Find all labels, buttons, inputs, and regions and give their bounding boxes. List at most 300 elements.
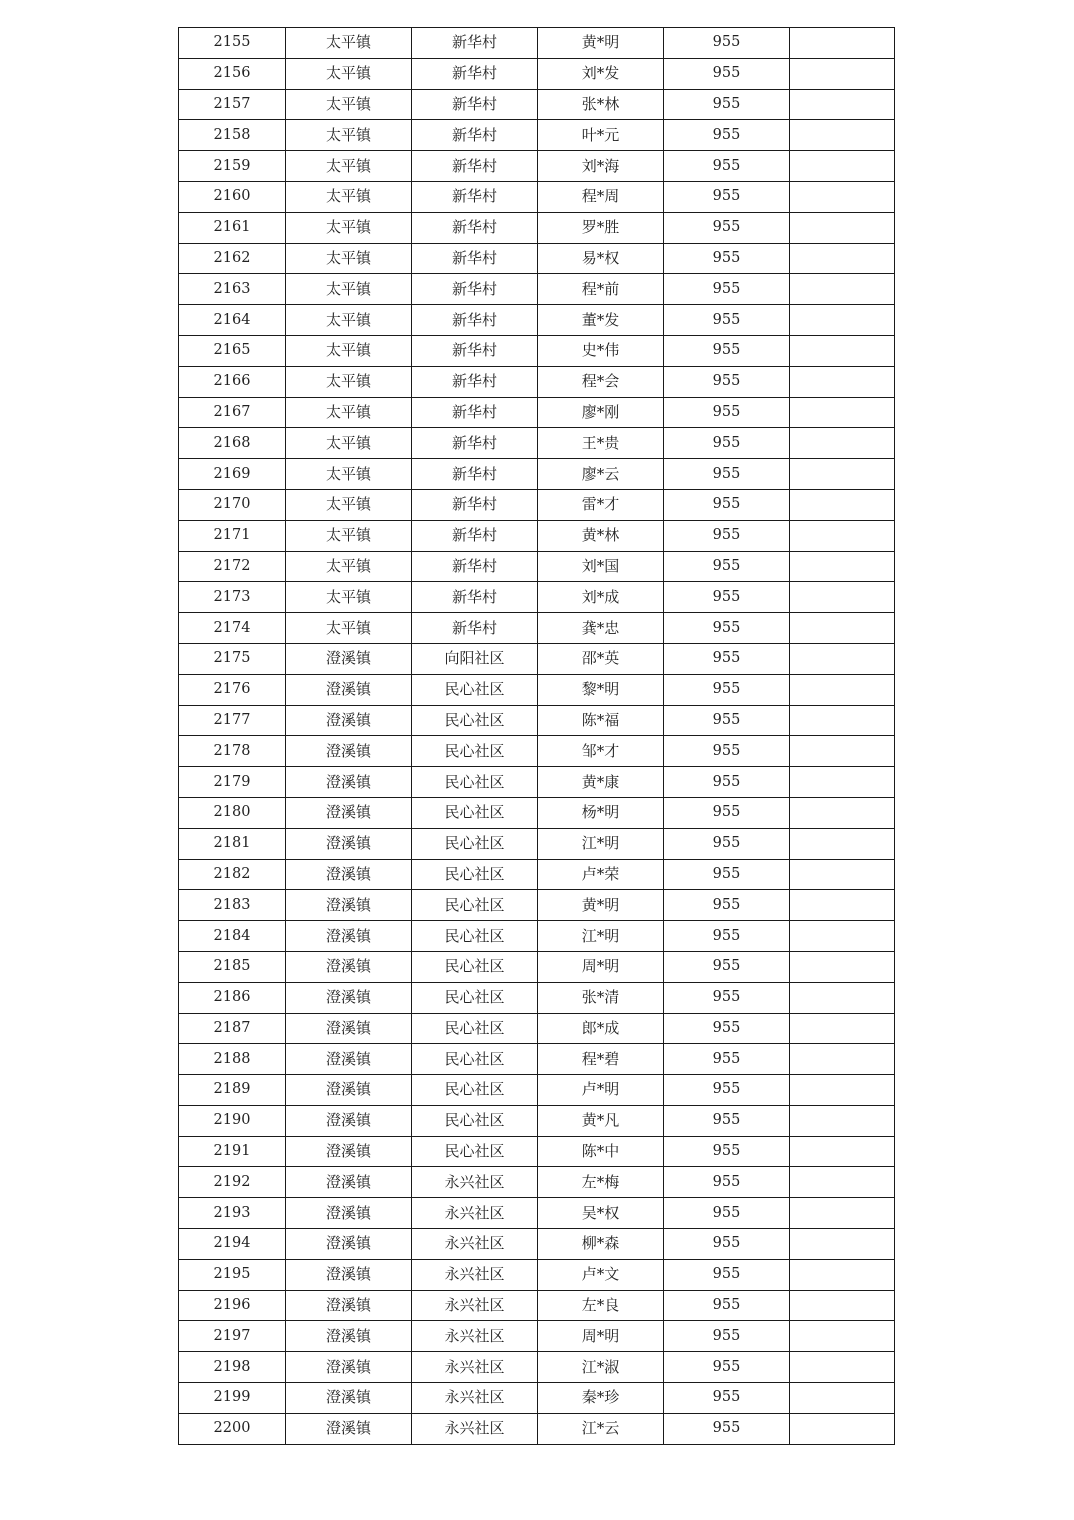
note-cell (790, 181, 895, 212)
table-row (179, 859, 895, 890)
town-cell: 太平镇 (286, 428, 412, 459)
name-cell: 左*良 (538, 1290, 664, 1321)
name-cell: 黄*康 (538, 767, 664, 798)
note-cell (790, 1290, 895, 1321)
village-cell: 民心社区 (412, 1044, 538, 1075)
table-row (179, 951, 895, 982)
table-row (179, 212, 895, 243)
note-cell (790, 1044, 895, 1075)
town-cell: 太平镇 (286, 243, 412, 274)
village-cell: 新华村 (412, 28, 538, 59)
table-row (179, 366, 895, 397)
table-row (179, 89, 895, 120)
note-cell (790, 767, 895, 798)
name-cell: 吴*权 (538, 1198, 664, 1229)
town-cell: 澄溪镇 (286, 797, 412, 828)
table-row (179, 1198, 895, 1229)
amount-cell: 955 (664, 890, 790, 921)
table-row (179, 151, 895, 182)
amount-cell: 955 (664, 705, 790, 736)
note-cell (790, 243, 895, 274)
serial-number-cell: 2173 (179, 582, 286, 613)
name-cell: 黎*明 (538, 674, 664, 705)
serial-number-cell: 2160 (179, 181, 286, 212)
note-cell (790, 1413, 895, 1444)
amount-cell: 955 (664, 120, 790, 151)
serial-number-cell: 2193 (179, 1198, 286, 1229)
amount-cell: 955 (664, 1167, 790, 1198)
note-cell (790, 397, 895, 428)
town-cell: 太平镇 (286, 366, 412, 397)
village-cell: 新华村 (412, 489, 538, 520)
village-cell: 新华村 (412, 428, 538, 459)
village-cell: 新华村 (412, 151, 538, 182)
village-cell: 民心社区 (412, 921, 538, 952)
village-cell: 民心社区 (412, 1136, 538, 1167)
town-cell: 太平镇 (286, 582, 412, 613)
name-cell: 程*前 (538, 274, 664, 305)
table-row (179, 1352, 895, 1383)
village-cell: 新华村 (412, 58, 538, 89)
village-cell: 民心社区 (412, 767, 538, 798)
name-cell: 邹*才 (538, 736, 664, 767)
name-cell: 左*梅 (538, 1167, 664, 1198)
amount-cell: 955 (664, 1259, 790, 1290)
note-cell (790, 212, 895, 243)
village-cell: 永兴社区 (412, 1352, 538, 1383)
town-cell: 澄溪镇 (286, 1259, 412, 1290)
note-cell (790, 582, 895, 613)
name-cell: 叶*元 (538, 120, 664, 151)
village-cell: 新华村 (412, 520, 538, 551)
town-cell: 澄溪镇 (286, 1044, 412, 1075)
note-cell (790, 1198, 895, 1229)
village-cell: 民心社区 (412, 890, 538, 921)
amount-cell: 955 (664, 859, 790, 890)
note-cell (790, 982, 895, 1013)
note-cell (790, 890, 895, 921)
serial-number-cell: 2179 (179, 767, 286, 798)
town-cell: 太平镇 (286, 181, 412, 212)
amount-cell: 955 (664, 921, 790, 952)
name-cell: 邵*英 (538, 643, 664, 674)
village-cell: 永兴社区 (412, 1321, 538, 1352)
village-cell: 民心社区 (412, 951, 538, 982)
town-cell: 太平镇 (286, 120, 412, 151)
note-cell (790, 1136, 895, 1167)
amount-cell: 955 (664, 551, 790, 582)
note-cell (790, 1352, 895, 1383)
serial-number-cell: 2165 (179, 335, 286, 366)
amount-cell: 955 (664, 520, 790, 551)
serial-number-cell: 2172 (179, 551, 286, 582)
name-cell: 卢*荣 (538, 859, 664, 890)
name-cell: 江*云 (538, 1413, 664, 1444)
table-row (179, 1413, 895, 1444)
village-cell: 新华村 (412, 305, 538, 336)
amount-cell: 955 (664, 797, 790, 828)
note-cell (790, 674, 895, 705)
amount-cell: 955 (664, 1136, 790, 1167)
table-row (179, 1013, 895, 1044)
town-cell: 澄溪镇 (286, 859, 412, 890)
amount-cell: 955 (664, 582, 790, 613)
note-cell (790, 828, 895, 859)
village-cell: 民心社区 (412, 736, 538, 767)
name-cell: 江*明 (538, 828, 664, 859)
amount-cell: 955 (664, 1075, 790, 1106)
village-cell: 民心社区 (412, 797, 538, 828)
town-cell: 澄溪镇 (286, 1383, 412, 1414)
town-cell: 澄溪镇 (286, 1413, 412, 1444)
amount-cell: 955 (664, 736, 790, 767)
table-row (179, 582, 895, 613)
note-cell (790, 305, 895, 336)
name-cell: 董*发 (538, 305, 664, 336)
serial-number-cell: 2176 (179, 674, 286, 705)
town-cell: 太平镇 (286, 551, 412, 582)
note-cell (790, 120, 895, 151)
village-cell: 向阳社区 (412, 643, 538, 674)
serial-number-cell: 2185 (179, 951, 286, 982)
note-cell (790, 1321, 895, 1352)
table-row (179, 397, 895, 428)
name-cell: 刘*发 (538, 58, 664, 89)
village-cell: 新华村 (412, 613, 538, 644)
town-cell: 澄溪镇 (286, 1075, 412, 1106)
table-row (179, 428, 895, 459)
amount-cell: 955 (664, 28, 790, 59)
serial-number-cell: 2186 (179, 982, 286, 1013)
table-body (179, 28, 895, 1445)
serial-number-cell: 2171 (179, 520, 286, 551)
table-row (179, 705, 895, 736)
serial-number-cell: 2180 (179, 797, 286, 828)
name-cell: 廖*云 (538, 459, 664, 490)
table-row (179, 28, 895, 59)
note-cell (790, 489, 895, 520)
village-cell: 民心社区 (412, 1105, 538, 1136)
table-row (179, 243, 895, 274)
table-row (179, 767, 895, 798)
table-row (179, 1044, 895, 1075)
village-cell: 新华村 (412, 89, 538, 120)
note-cell (790, 613, 895, 644)
town-cell: 太平镇 (286, 489, 412, 520)
village-cell: 民心社区 (412, 1013, 538, 1044)
amount-cell: 955 (664, 674, 790, 705)
amount-cell: 955 (664, 212, 790, 243)
table-row (179, 58, 895, 89)
table-row (179, 736, 895, 767)
amount-cell: 955 (664, 89, 790, 120)
village-cell: 民心社区 (412, 859, 538, 890)
name-cell: 秦*珍 (538, 1383, 664, 1414)
name-cell: 柳*森 (538, 1229, 664, 1260)
amount-cell: 955 (664, 489, 790, 520)
town-cell: 澄溪镇 (286, 982, 412, 1013)
amount-cell: 955 (664, 1105, 790, 1136)
table-row (179, 459, 895, 490)
town-cell: 太平镇 (286, 58, 412, 89)
table-row (179, 1167, 895, 1198)
village-cell: 永兴社区 (412, 1198, 538, 1229)
serial-number-cell: 2163 (179, 274, 286, 305)
name-cell: 周*明 (538, 1321, 664, 1352)
amount-cell: 955 (664, 459, 790, 490)
table-row (179, 1259, 895, 1290)
name-cell: 郎*成 (538, 1013, 664, 1044)
serial-number-cell: 2162 (179, 243, 286, 274)
table-row (179, 520, 895, 551)
town-cell: 澄溪镇 (286, 1167, 412, 1198)
name-cell: 周*明 (538, 951, 664, 982)
note-cell (790, 797, 895, 828)
table-row (179, 643, 895, 674)
serial-number-cell: 2182 (179, 859, 286, 890)
town-cell: 太平镇 (286, 520, 412, 551)
serial-number-cell: 2200 (179, 1413, 286, 1444)
town-cell: 澄溪镇 (286, 1321, 412, 1352)
table-row (179, 1321, 895, 1352)
serial-number-cell: 2191 (179, 1136, 286, 1167)
table-row (179, 335, 895, 366)
amount-cell: 955 (664, 397, 790, 428)
town-cell: 太平镇 (286, 212, 412, 243)
name-cell: 雷*才 (538, 489, 664, 520)
town-cell: 太平镇 (286, 335, 412, 366)
village-cell: 民心社区 (412, 1075, 538, 1106)
serial-number-cell: 2198 (179, 1352, 286, 1383)
name-cell: 易*权 (538, 243, 664, 274)
note-cell (790, 1229, 895, 1260)
village-cell: 新华村 (412, 582, 538, 613)
amount-cell: 955 (664, 1198, 790, 1229)
amount-cell: 955 (664, 613, 790, 644)
village-cell: 新华村 (412, 366, 538, 397)
town-cell: 澄溪镇 (286, 890, 412, 921)
name-cell: 廖*刚 (538, 397, 664, 428)
amount-cell: 955 (664, 828, 790, 859)
note-cell (790, 859, 895, 890)
note-cell (790, 951, 895, 982)
town-cell: 太平镇 (286, 28, 412, 59)
serial-number-cell: 2156 (179, 58, 286, 89)
serial-number-cell: 2190 (179, 1105, 286, 1136)
name-cell: 江*明 (538, 921, 664, 952)
name-cell: 罗*胜 (538, 212, 664, 243)
name-cell: 龚*忠 (538, 613, 664, 644)
serial-number-cell: 2159 (179, 151, 286, 182)
town-cell: 澄溪镇 (286, 767, 412, 798)
amount-cell: 955 (664, 1044, 790, 1075)
village-cell: 新华村 (412, 243, 538, 274)
town-cell: 澄溪镇 (286, 951, 412, 982)
serial-number-cell: 2168 (179, 428, 286, 459)
note-cell (790, 736, 895, 767)
note-cell (790, 1167, 895, 1198)
table-row (179, 797, 895, 828)
note-cell (790, 643, 895, 674)
village-cell: 新华村 (412, 274, 538, 305)
table-row (179, 613, 895, 644)
town-cell: 太平镇 (286, 397, 412, 428)
serial-number-cell: 2183 (179, 890, 286, 921)
town-cell: 太平镇 (286, 151, 412, 182)
amount-cell: 955 (664, 428, 790, 459)
serial-number-cell: 2195 (179, 1259, 286, 1290)
amount-cell: 955 (664, 643, 790, 674)
village-cell: 民心社区 (412, 828, 538, 859)
table-row (179, 1136, 895, 1167)
note-cell (790, 1383, 895, 1414)
amount-cell: 955 (664, 151, 790, 182)
table-row (179, 1229, 895, 1260)
name-cell: 江*淑 (538, 1352, 664, 1383)
amount-cell: 955 (664, 982, 790, 1013)
amount-cell: 955 (664, 1229, 790, 1260)
serial-number-cell: 2161 (179, 212, 286, 243)
beneficiary-table (178, 27, 895, 1445)
note-cell (790, 1105, 895, 1136)
note-cell (790, 151, 895, 182)
name-cell: 史*伟 (538, 335, 664, 366)
name-cell: 王*贵 (538, 428, 664, 459)
village-cell: 民心社区 (412, 982, 538, 1013)
note-cell (790, 921, 895, 952)
serial-number-cell: 2155 (179, 28, 286, 59)
village-cell: 民心社区 (412, 674, 538, 705)
name-cell: 刘*海 (538, 151, 664, 182)
note-cell (790, 58, 895, 89)
village-cell: 新华村 (412, 397, 538, 428)
name-cell: 程*会 (538, 366, 664, 397)
village-cell: 新华村 (412, 335, 538, 366)
note-cell (790, 1013, 895, 1044)
town-cell: 澄溪镇 (286, 1136, 412, 1167)
village-cell: 民心社区 (412, 705, 538, 736)
table-row (179, 181, 895, 212)
town-cell: 澄溪镇 (286, 921, 412, 952)
town-cell: 澄溪镇 (286, 674, 412, 705)
town-cell: 澄溪镇 (286, 1105, 412, 1136)
village-cell: 永兴社区 (412, 1259, 538, 1290)
amount-cell: 955 (664, 1013, 790, 1044)
note-cell (790, 459, 895, 490)
note-cell (790, 520, 895, 551)
serial-number-cell: 2164 (179, 305, 286, 336)
table-row (179, 120, 895, 151)
serial-number-cell: 2167 (179, 397, 286, 428)
amount-cell: 955 (664, 1413, 790, 1444)
town-cell: 澄溪镇 (286, 828, 412, 859)
table-row (179, 1105, 895, 1136)
amount-cell: 955 (664, 58, 790, 89)
table-row (179, 305, 895, 336)
note-cell (790, 428, 895, 459)
serial-number-cell: 2178 (179, 736, 286, 767)
serial-number-cell: 2197 (179, 1321, 286, 1352)
serial-number-cell: 2181 (179, 828, 286, 859)
amount-cell: 955 (664, 1352, 790, 1383)
note-cell (790, 1075, 895, 1106)
amount-cell: 955 (664, 1383, 790, 1414)
name-cell: 陈*福 (538, 705, 664, 736)
table-row (179, 1075, 895, 1106)
village-cell: 永兴社区 (412, 1229, 538, 1260)
serial-number-cell: 2199 (179, 1383, 286, 1414)
name-cell: 程*周 (538, 181, 664, 212)
town-cell: 太平镇 (286, 89, 412, 120)
town-cell: 太平镇 (286, 305, 412, 336)
amount-cell: 955 (664, 767, 790, 798)
table-row (179, 890, 895, 921)
serial-number-cell: 2177 (179, 705, 286, 736)
table-row (179, 982, 895, 1013)
amount-cell: 955 (664, 951, 790, 982)
name-cell: 黄*明 (538, 28, 664, 59)
village-cell: 永兴社区 (412, 1290, 538, 1321)
name-cell: 卢*文 (538, 1259, 664, 1290)
village-cell: 永兴社区 (412, 1413, 538, 1444)
table-row (179, 489, 895, 520)
town-cell: 澄溪镇 (286, 705, 412, 736)
name-cell: 刘*国 (538, 551, 664, 582)
serial-number-cell: 2194 (179, 1229, 286, 1260)
name-cell: 杨*明 (538, 797, 664, 828)
town-cell: 澄溪镇 (286, 736, 412, 767)
amount-cell: 955 (664, 1321, 790, 1352)
note-cell (790, 551, 895, 582)
table-row (179, 921, 895, 952)
note-cell (790, 335, 895, 366)
name-cell: 黄*林 (538, 520, 664, 551)
serial-number-cell: 2170 (179, 489, 286, 520)
serial-number-cell: 2196 (179, 1290, 286, 1321)
name-cell: 黄*凡 (538, 1105, 664, 1136)
name-cell: 陈*中 (538, 1136, 664, 1167)
note-cell (790, 1259, 895, 1290)
table-row (179, 828, 895, 859)
village-cell: 新华村 (412, 181, 538, 212)
name-cell: 程*碧 (538, 1044, 664, 1075)
table-row (179, 1383, 895, 1414)
amount-cell: 955 (664, 305, 790, 336)
note-cell (790, 28, 895, 59)
amount-cell: 955 (664, 366, 790, 397)
village-cell: 新华村 (412, 212, 538, 243)
town-cell: 太平镇 (286, 274, 412, 305)
serial-number-cell: 2175 (179, 643, 286, 674)
amount-cell: 955 (664, 243, 790, 274)
amount-cell: 955 (664, 335, 790, 366)
table-row (179, 274, 895, 305)
serial-number-cell: 2158 (179, 120, 286, 151)
serial-number-cell: 2174 (179, 613, 286, 644)
serial-number-cell: 2166 (179, 366, 286, 397)
amount-cell: 955 (664, 181, 790, 212)
town-cell: 澄溪镇 (286, 643, 412, 674)
town-cell: 太平镇 (286, 459, 412, 490)
note-cell (790, 366, 895, 397)
town-cell: 太平镇 (286, 613, 412, 644)
serial-number-cell: 2188 (179, 1044, 286, 1075)
town-cell: 澄溪镇 (286, 1198, 412, 1229)
village-cell: 永兴社区 (412, 1383, 538, 1414)
amount-cell: 955 (664, 274, 790, 305)
table-row (179, 551, 895, 582)
name-cell: 刘*成 (538, 582, 664, 613)
